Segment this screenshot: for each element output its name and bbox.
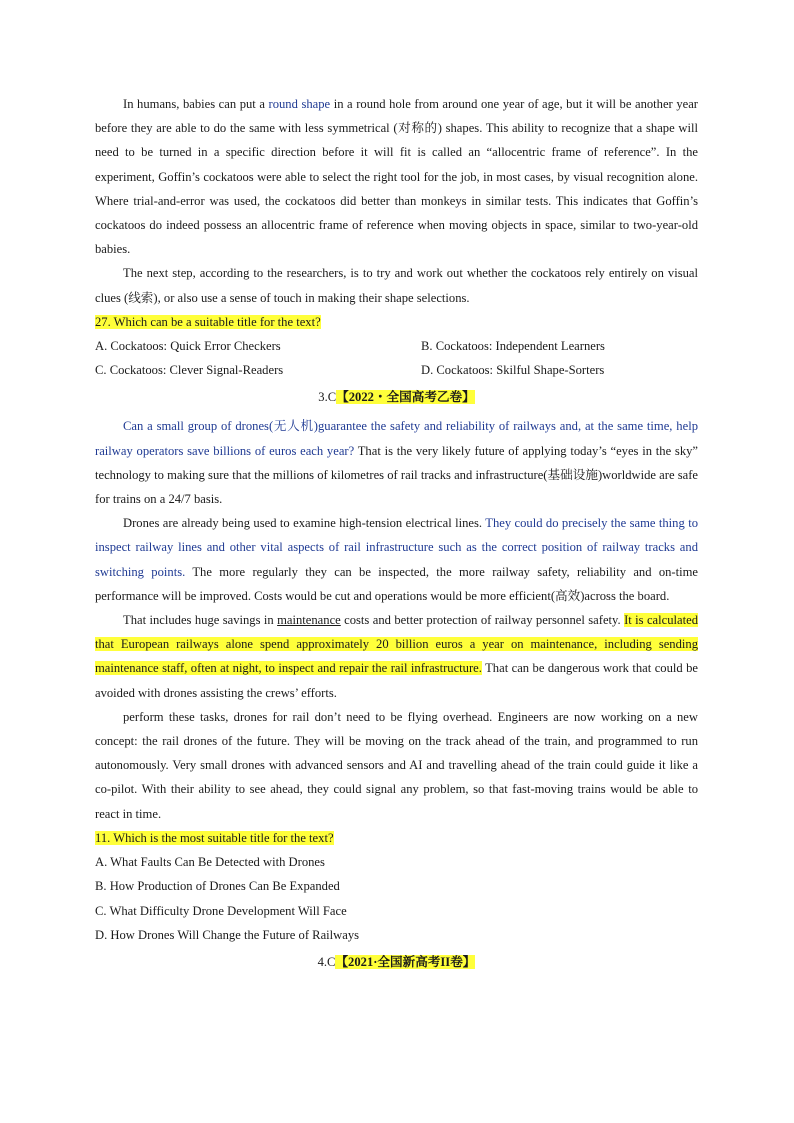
- underlined-word: maintenance: [277, 613, 341, 628]
- paragraph-rail-drones: perform these tasks, drones for rail don’t need to be flying overhead. Engineers are now working on a new concept: the rail drones of the future. They will be moving on the track ahead of the train, and programmed to run autonomously. Very small drones with advanced sensors and AI and travelling ahead of the train could guide it like a co-pilot. With their ability to see ahead, they could signal any problem, so that fast-moving trains would be able to react in time.: [95, 709, 698, 821]
- text-run: That can be dangerous work that could be avoided with drones assisting the crews’ efforts.: [95, 661, 699, 700]
- text-run-blue: round shape: [268, 97, 331, 111]
- source-label: 【2022・全国高考乙卷】: [336, 390, 475, 405]
- text-run: in a round hole from around one year of age, but it will be another year before they are able to do the same with less symmetrical (对称的) shapes. This ability to recognize that a shape will need to be turned in a specific direction before it will fit is called an “allocentric frame of reference”. In the experiment, Goffin’s cockatoos were able to select the right tool for the job, in most cases, by visual recognition alone. Where trial-and-error was used, the cockatoos did better than monkeys in similar tests. This indicates that Goffin’s cockatoos do indeed possess an allocentric frame of reference when moving objects in space, similar to two-year-old babies.: [95, 97, 698, 257]
- source-number: 4.C: [317, 954, 336, 969]
- options-27: [95, 334, 698, 382]
- highlighted-sentence: It is calculated that European railways alone spend approximately 20 billion euros a year on maintenance, including sending maintenance staff, often at night, to inspect and repair the rail infrastructure.: [95, 613, 698, 676]
- question-text: 27. Which can be a suitable title for the text?: [95, 314, 321, 329]
- text-run: That includes huge savings in: [123, 613, 278, 628]
- paragraph-next-step: The next step, according to the researchers, is to try and work out whether the cockatoos rely entirely on visual clues (线索), or also use a sense of touch in making their shape selections.: [95, 266, 698, 305]
- question-11: [95, 826, 698, 850]
- text-run: The more regularly they can be inspected, the more railway safety, reliability and on-time performance will be improved. Costs would be cut and operations would be more efficient(高效)across the board.: [95, 564, 698, 603]
- option-a: A. Cockatoos: Quick Error Checkers: [95, 339, 281, 354]
- text-run-blue: They could do precisely the same thing to inspect railway lines and other vital aspects of rail infrastructure such as the correct position of railway tracks and switching points.: [95, 516, 698, 579]
- source-heading-4: [95, 947, 698, 977]
- option-b: B. Cockatoos: Independent Learners: [421, 339, 605, 354]
- source-number: 3.C: [318, 390, 337, 405]
- option-d: D. How Drones Will Change the Future of Railways: [95, 927, 360, 942]
- text-run: Drones are already being used to examine high-tension electrical lines.: [123, 516, 486, 531]
- option-c: C. What Difficulty Drone Development Will Face: [95, 903, 347, 918]
- text-run: In humans, babies can put a: [123, 97, 269, 111]
- text-run: That is the very likely future of applying today’s “eyes in the sky” technology to making sure that the millions of kilometres of rail tracks and infrastructure(基础设施)worldwide are safe for trains on a 24/7 basis.: [95, 443, 699, 507]
- source-label: 【2021·全国新高考II卷】: [335, 954, 476, 969]
- option-d: D. Cockatoos: Skilful Shape-Sorters: [421, 363, 605, 378]
- paragraph-babies: [95, 92, 698, 261]
- option-c: C. Cockatoos: Clever Signal-Readers: [95, 363, 284, 378]
- option-a: A. What Faults Can Be Detected with Drones: [95, 855, 325, 870]
- paragraph-drones-intro: [95, 414, 698, 511]
- paragraph-drones-inspect: [95, 511, 698, 608]
- source-heading-3: [95, 382, 698, 412]
- question-27: [95, 310, 698, 334]
- question-text: 11. Which is the most suitable title for the text?: [95, 830, 334, 845]
- text-run: costs and better protection of railway personnel safety.: [340, 613, 625, 628]
- text-run-blue: Can a small group of drones(无人机)guarantee the safety and reliability of railways and, at the same time, help railway operators save billions of euros each year?: [95, 419, 698, 458]
- document-page: [95, 92, 698, 977]
- option-b: B. How Production of Drones Can Be Expanded: [95, 879, 340, 894]
- paragraph-savings: [95, 608, 698, 705]
